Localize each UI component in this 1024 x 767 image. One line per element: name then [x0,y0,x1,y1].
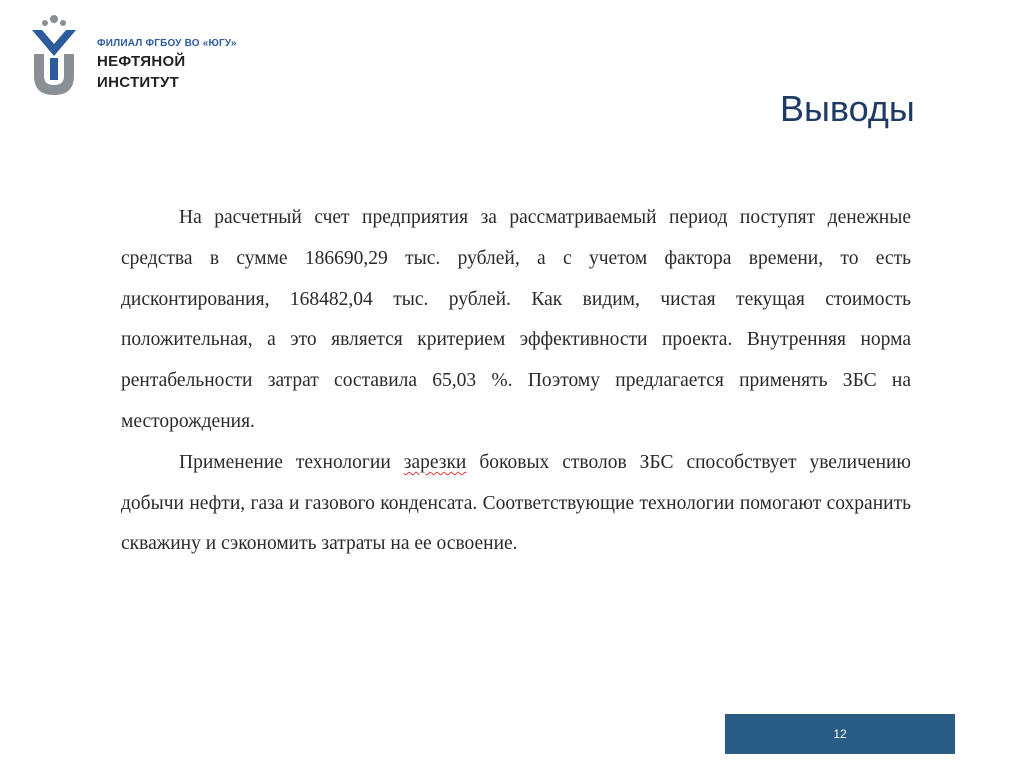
paragraph-2 [121,443,911,565]
university-logo-icon [30,14,78,96]
slide-title: Выводы [780,88,915,129]
paragraph-2-end: боковых стволов ЗБС способствует увеличению добычи нефти, газа и газового конденсата. Соответствующие технологии помогают сохранить скважину и сэкономить затраты на ее освоение. [121,451,912,555]
misspelled-word: зарезки [403,451,467,473]
org-name-line1: НЕФТЯНОЙ [97,53,186,70]
org-affiliation: ФИЛИАЛ ФГБОУ ВО «ЮГУ» [97,38,237,49]
paragraph-1: На расчетный счет предприятия за рассматриваемый период поступят денежные средства в сумме 186690,29 тыс. рублей, а с учетом фактора времени, то есть дисконтирования, 168482,04 тыс. рублей. Как видим, чистая текущая стоимость положительная, а это является критерием эффективности проекта. Внутренняя норма рентабельности затрат составила 65,03 %. Поэтому предлагается применять ЗБС на месторождения. [121,207,911,432]
page-number-box [725,714,955,754]
page-number: 12 [833,727,847,741]
body-text [121,198,911,565]
org-name-line2: ИНСТИТУТ [97,74,180,91]
paragraph-2-start: Применение технологии [179,451,404,473]
